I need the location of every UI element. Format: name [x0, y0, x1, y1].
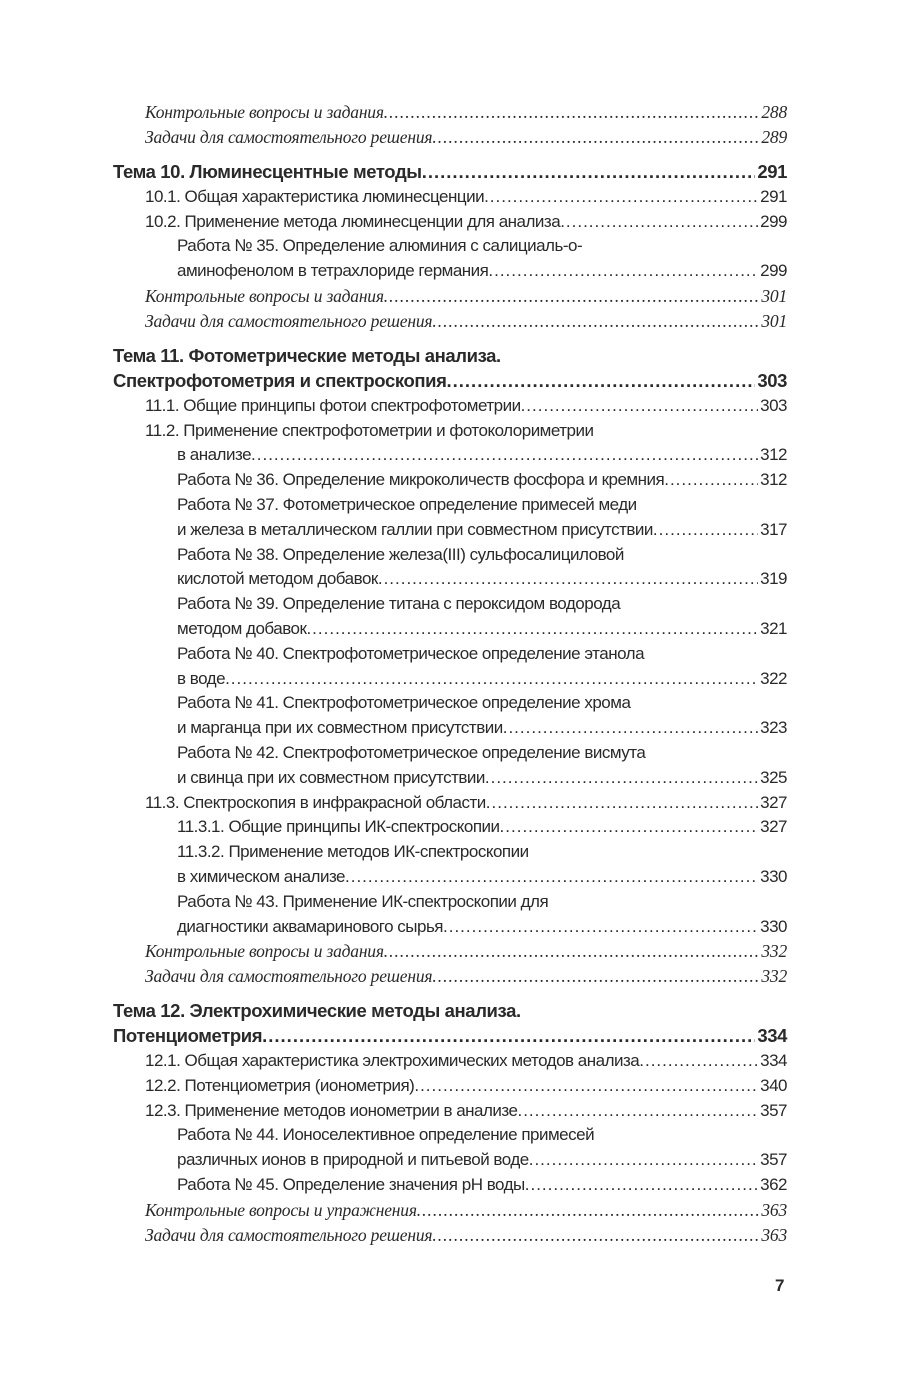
- toc-entry-title: Работа № 44. Ионоселективное определение примесей: [177, 1125, 595, 1145]
- toc-entry-line: [113, 642, 787, 667]
- toc-entry-title: Тема 12. Электрохимические методы анализа.: [113, 1000, 521, 1022]
- toc-entry-line: [113, 1024, 787, 1049]
- toc-entry-line: [113, 185, 787, 210]
- dot-leader: [484, 185, 758, 210]
- toc-entry-line: [113, 443, 787, 468]
- dot-leader: [432, 125, 759, 150]
- toc-entry-title: Контрольные вопросы и задания: [145, 286, 384, 307]
- toc-entry-line: [113, 766, 787, 791]
- toc-entry-title: Работа № 43. Применение ИК-спектроскопии для: [177, 891, 549, 911]
- toc-entry[interactable]: [113, 840, 787, 890]
- toc-entry-title: 12.1. Общая характеристика электрохимических методов анализа: [145, 1050, 640, 1070]
- toc-entry-line: [113, 1223, 787, 1248]
- toc-page-number: 363: [761, 1199, 787, 1220]
- toc-entry[interactable]: [113, 1223, 787, 1248]
- toc-entry-title: Работа № 39. Определение титана с пероксидом водорода: [177, 594, 621, 614]
- table-of-contents: [113, 100, 787, 1247]
- toc-page-number: 363: [761, 1224, 787, 1245]
- toc-entry[interactable]: [113, 791, 787, 816]
- toc-entry-line: [113, 815, 787, 840]
- toc-entry-line: [113, 493, 787, 518]
- toc-entry-line: [113, 840, 787, 865]
- dot-leader: [653, 518, 758, 543]
- toc-entry-title: Работа № 37. Фотометрическое определение примесей меди: [177, 494, 637, 514]
- toc-page-number: 340: [760, 1075, 787, 1095]
- toc-entry[interactable]: [113, 493, 787, 543]
- toc-entry-title: в химическом анализе: [177, 866, 346, 886]
- toc-page-number: 323: [760, 718, 787, 738]
- dot-leader: [521, 394, 759, 419]
- toc-entry-title: 10.1. Общая характеристика люминесценции: [145, 186, 485, 206]
- toc-entry-line: [113, 369, 787, 394]
- toc-entry-line: [113, 617, 787, 642]
- toc-entry[interactable]: [113, 210, 787, 235]
- toc-entry[interactable]: [113, 939, 787, 964]
- toc-entry-title: Задачи для самостоятельного решения: [145, 126, 433, 147]
- toc-entry-title: аминофенолом в тетрахлориде германия: [177, 261, 489, 281]
- toc-entry[interactable]: [113, 234, 787, 284]
- toc-entry-line: [113, 100, 787, 125]
- toc-entry-line: [113, 791, 787, 816]
- dot-leader: [384, 284, 760, 309]
- dot-leader: [422, 160, 756, 185]
- toc-entry-title: Работа № 45. Определение значения pH воды: [177, 1174, 525, 1194]
- toc-entry-line: [113, 518, 787, 543]
- toc-entry[interactable]: [113, 125, 787, 150]
- toc-entry-title: 11.3. Спектроскопия в инфракрасной области: [145, 792, 486, 812]
- toc-entry[interactable]: [113, 1173, 787, 1198]
- toc-entry-line: [113, 394, 787, 419]
- dot-leader: [251, 443, 758, 468]
- toc-entry[interactable]: [113, 1049, 787, 1074]
- toc-entry-title: Задачи для самостоятельного решения: [145, 310, 433, 331]
- toc-page-number: 357: [760, 1100, 787, 1120]
- toc-page-number: 303: [757, 369, 787, 391]
- dot-leader: [517, 1099, 758, 1124]
- toc-entry[interactable]: [113, 890, 787, 940]
- toc-entry-line: [113, 543, 787, 568]
- toc-entry-title: диагностики аквамаринового сырья: [177, 916, 444, 936]
- toc-entry-line: [113, 567, 787, 592]
- dot-leader: [443, 915, 758, 940]
- toc-entry-line: [113, 344, 787, 369]
- toc-chapter-entry[interactable]: [113, 999, 787, 1049]
- toc-page-number: 312: [760, 470, 787, 490]
- toc-entry-line: [113, 1148, 787, 1173]
- toc-entry-line: [113, 915, 787, 940]
- toc-entry[interactable]: [113, 100, 787, 125]
- toc-page-number: 334: [760, 1050, 787, 1070]
- dot-leader: [384, 100, 760, 125]
- toc-entry[interactable]: [113, 185, 787, 210]
- toc-entry-line: [113, 1049, 787, 1074]
- toc-page-number: 357: [760, 1150, 787, 1170]
- toc-entry[interactable]: [113, 691, 787, 741]
- toc-entry[interactable]: [113, 543, 787, 593]
- toc-page-number: 312: [760, 445, 787, 465]
- toc-entry-line: [113, 741, 787, 766]
- toc-entry-line: [113, 1074, 787, 1099]
- toc-page-number: 301: [761, 310, 787, 331]
- toc-page-number: 327: [760, 817, 787, 837]
- toc-chapter-entry[interactable]: [113, 344, 787, 394]
- toc-page-number: 325: [760, 767, 787, 787]
- toc-entry[interactable]: [113, 964, 787, 989]
- toc-entry-line: [113, 964, 787, 989]
- toc-entry-line: [113, 1123, 787, 1148]
- toc-entry[interactable]: [113, 741, 787, 791]
- dot-leader: [447, 369, 756, 394]
- toc-entry-title: Задачи для самостоятельного решения: [145, 1224, 433, 1245]
- toc-page-number: 291: [760, 186, 787, 206]
- dot-leader: [384, 939, 760, 964]
- toc-entry-title: Контрольные вопросы и задания: [145, 941, 384, 962]
- toc-entry-line: [113, 210, 787, 235]
- dot-leader: [414, 1074, 758, 1099]
- toc-entry-line: [113, 592, 787, 617]
- toc-entry-line: [113, 160, 787, 185]
- toc-entry-title: Работа № 38. Определение железа(III) сульфосалициловой: [177, 544, 624, 564]
- toc-page-number: 299: [760, 261, 787, 281]
- toc-entry-title: 11.1. Общие принципы фотои спектрофотометрии: [145, 395, 521, 415]
- dot-leader: [378, 567, 758, 592]
- toc-entry-line: [113, 939, 787, 964]
- toc-entry-line: [113, 1099, 787, 1124]
- toc-page-number: 288: [761, 102, 787, 122]
- toc-entry-title: 12.3. Применение методов ионометрии в анализе: [145, 1100, 518, 1120]
- toc-chapter-entry[interactable]: [113, 160, 787, 185]
- toc-entry[interactable]: [113, 815, 787, 840]
- toc-page-number: 291: [757, 161, 787, 183]
- toc-entry-title: Тема 11. Фотометрические методы анализа.: [113, 345, 501, 367]
- toc-page-number: 321: [760, 618, 787, 638]
- toc-entry-title: Контрольные вопросы и задания: [145, 102, 384, 122]
- toc-entry-line: [113, 309, 787, 334]
- toc-entry[interactable]: [113, 394, 787, 419]
- page-number: 7: [775, 1276, 785, 1295]
- toc-entry-line: [113, 716, 787, 741]
- toc-page-number: 317: [760, 519, 787, 539]
- toc-entry-title: Спектрофотометрия и спектроскопия: [113, 369, 447, 391]
- toc-entry-title: и свинца при их совместном присутствии: [177, 767, 485, 787]
- toc-page-number: 322: [760, 668, 787, 688]
- dot-leader: [417, 1198, 760, 1223]
- toc-entry-title: в воде: [177, 668, 226, 688]
- toc-entry-title: 11.2. Применение спектрофотометрии и фотоколориметрии: [145, 420, 594, 440]
- toc-page-number: 334: [757, 1025, 787, 1047]
- dot-leader: [500, 815, 759, 840]
- toc-entry-title: Работа № 42. Спектрофотометрическое определение висмута: [177, 742, 646, 762]
- toc-entry-title: Работа № 36. Определение микроколичеств фосфора и кремния: [177, 470, 665, 490]
- toc-entry-title: в анализе: [177, 445, 252, 465]
- toc-entry-title: Работа № 41. Спектрофотометрическое определение хрома: [177, 693, 631, 713]
- dot-leader: [485, 766, 758, 791]
- dot-leader: [432, 964, 759, 989]
- toc-page-number: 303: [760, 395, 787, 415]
- toc-entry-line: [113, 691, 787, 716]
- toc-entry-title: Потенциометрия: [113, 1025, 263, 1047]
- toc-entry-title: 10.2. Применение метода люминесценции для анализа: [145, 211, 561, 231]
- toc-entry-line: [113, 125, 787, 150]
- toc-entry[interactable]: [113, 468, 787, 493]
- toc-page-number: 332: [761, 966, 787, 987]
- toc-entry[interactable]: [113, 642, 787, 692]
- toc-entry-line: [113, 234, 787, 259]
- toc-page-number: 319: [760, 569, 787, 589]
- toc-entry-line: [113, 468, 787, 493]
- toc-entry[interactable]: [113, 309, 787, 334]
- toc-entry-line: [113, 259, 787, 284]
- toc-entry[interactable]: [113, 592, 787, 642]
- dot-leader: [560, 210, 758, 235]
- toc-entry[interactable]: [113, 1123, 787, 1173]
- toc-entry[interactable]: [113, 419, 787, 469]
- toc-entry[interactable]: [113, 1198, 787, 1223]
- toc-page-number: 299: [760, 211, 787, 231]
- toc-entry-title: Контрольные вопросы и упражнения: [145, 1199, 417, 1220]
- toc-entry-title: 11.3.2. Применение методов ИК-спектроскопии: [177, 842, 529, 862]
- toc-entry-line: [113, 999, 787, 1024]
- toc-page-number: 289: [761, 126, 787, 147]
- toc-entry[interactable]: [113, 1074, 787, 1099]
- dot-leader: [306, 617, 758, 642]
- dot-leader: [488, 259, 758, 284]
- dot-leader: [486, 791, 758, 816]
- toc-entry-title: и железа в металлическом галлии при совместном присутствии: [177, 519, 653, 539]
- toc-entry[interactable]: [113, 1099, 787, 1124]
- dot-leader: [529, 1148, 758, 1173]
- toc-entry[interactable]: [113, 284, 787, 309]
- toc-page-number: 301: [761, 286, 787, 307]
- toc-page-number: 327: [760, 792, 787, 812]
- toc-entry-title: Работа № 40. Спектрофотометрическое определение этанола: [177, 643, 645, 663]
- toc-entry-title: Задачи для самостоятельного решения: [145, 966, 433, 987]
- toc-entry-title: 12.2. Потенциометрия (ионометрия): [145, 1075, 415, 1095]
- dot-leader: [432, 1223, 759, 1248]
- dot-leader: [639, 1049, 758, 1074]
- dot-leader: [525, 1173, 758, 1198]
- dot-leader: [345, 865, 758, 890]
- toc-entry-line: [113, 284, 787, 309]
- toc-entry-line: [113, 419, 787, 444]
- toc-entry-title: Работа № 35. Определение алюминия с салициаль-о-: [177, 236, 583, 256]
- toc-entry-line: [113, 890, 787, 915]
- dot-leader: [664, 468, 758, 493]
- toc-entry-title: кислотой методом добавок: [177, 569, 378, 589]
- toc-entry-title: Тема 10. Люминесцентные методы: [113, 161, 422, 183]
- toc-entry-title: и марганца при их совместном присутствии: [177, 718, 503, 738]
- toc-entry-title: методом добавок: [177, 618, 307, 638]
- toc-entry-title: различных ионов в природной и питьевой воде: [177, 1150, 529, 1170]
- toc-page-number: 362: [760, 1174, 787, 1194]
- toc-entry-line: [113, 865, 787, 890]
- dot-leader: [262, 1024, 755, 1049]
- toc-page-number: 330: [760, 916, 787, 936]
- toc-entry-line: [113, 1173, 787, 1198]
- toc-entry-line: [113, 667, 787, 692]
- toc-page-number: 332: [761, 941, 787, 962]
- dot-leader: [432, 309, 759, 334]
- dot-leader: [503, 716, 758, 741]
- toc-entry-title: 11.3.1. Общие принципы ИК-спектроскопии: [177, 817, 500, 837]
- dot-leader: [225, 667, 758, 692]
- toc-entry-line: [113, 1198, 787, 1223]
- toc-page-number: 330: [760, 866, 787, 886]
